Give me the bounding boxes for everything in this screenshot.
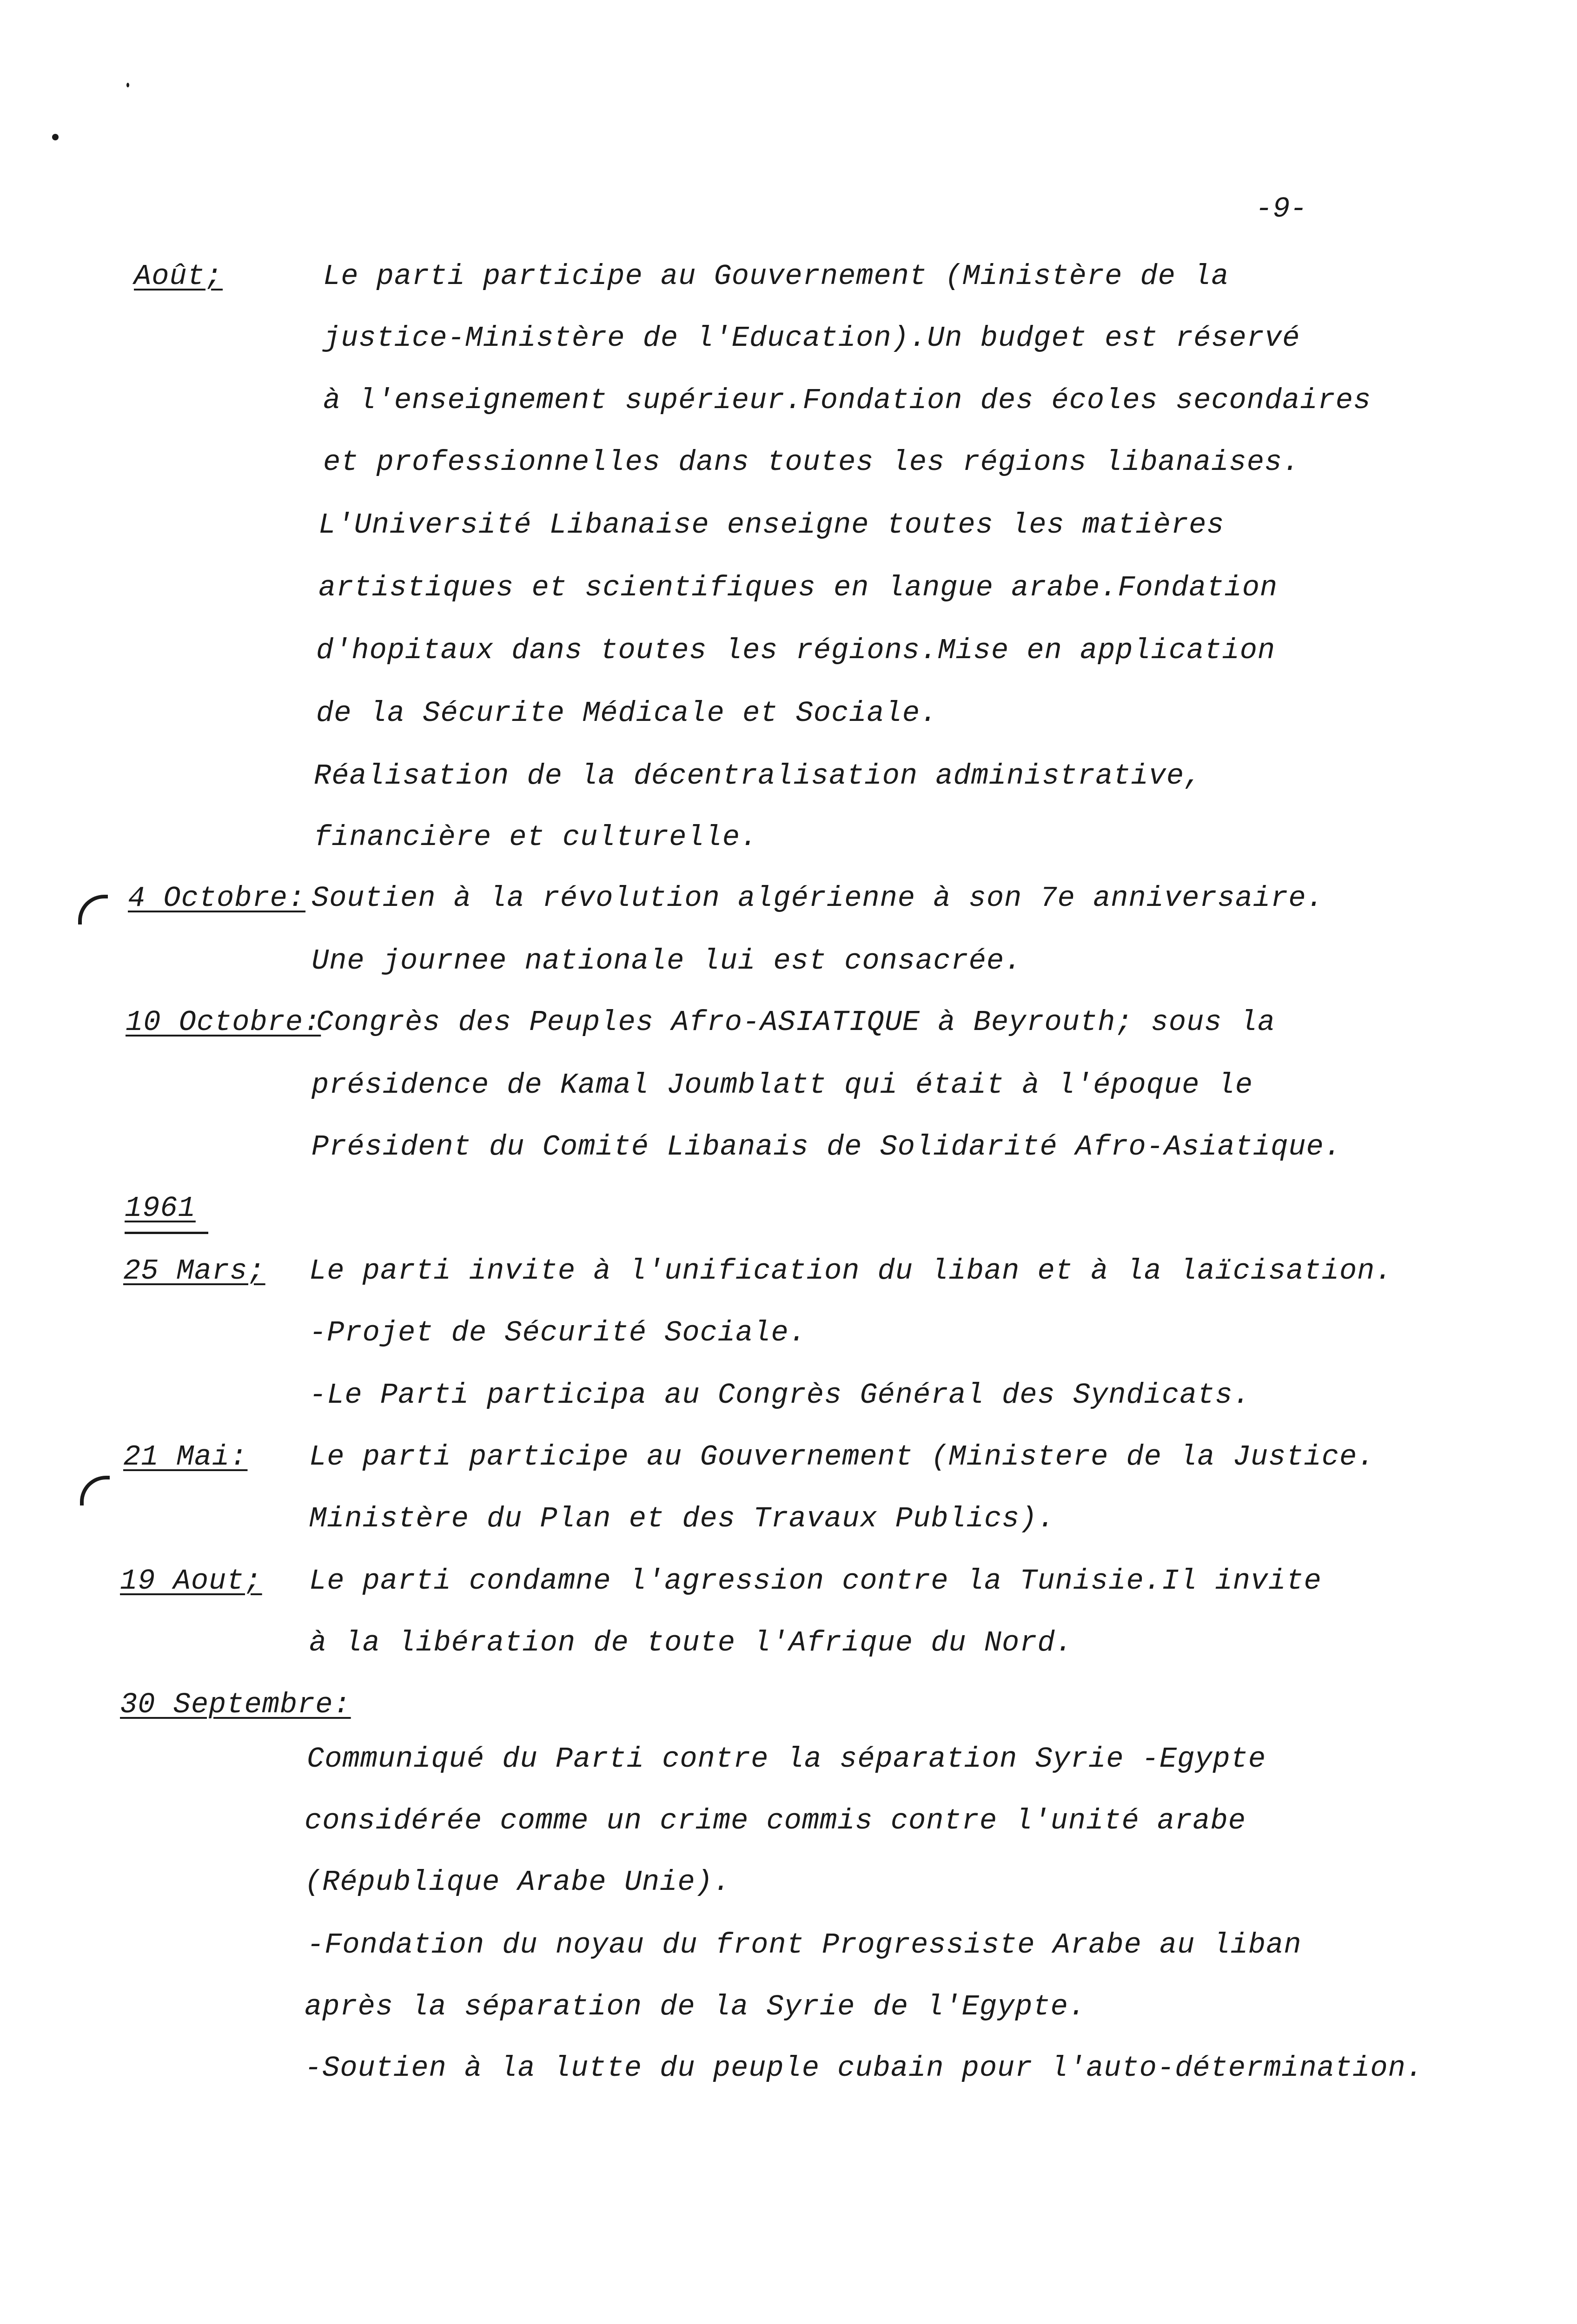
entry-text-line: -Fondation du noyau du front Progressiste Arabe au liban xyxy=(307,1928,1302,1961)
entry-text-line: à l'enseignement supérieur.Fondation des écoles secondaires xyxy=(323,384,1372,417)
entry-date: 30 Septembre: xyxy=(120,1688,351,1721)
scan-speck xyxy=(52,134,59,140)
entry-text-line: Soutien à la révolution algérienne à son 7e anniversaire. xyxy=(311,882,1324,915)
entry-text-line: après la séparation de la Syrie de l'Egypte. xyxy=(305,1990,1087,2023)
entry-text-line: Réalisation de la décentralisation administrative, xyxy=(314,759,1202,792)
entry-text-line: Président du Comité Libanais de Solidarité Afro-Asiatique. xyxy=(311,1130,1342,1163)
entry-text-line: -Projet de Sécurité Sociale. xyxy=(309,1316,807,1349)
entry-text-line: d'hopitaux dans toutes les régions.Mise en application xyxy=(316,634,1276,667)
entry-date: Août; xyxy=(134,260,223,293)
entry-text-line: (République Arabe Unie). xyxy=(305,1866,731,1899)
entry-date: 10 Octobre: xyxy=(126,1006,321,1039)
entry-text-line: Communiqué du Parti contre la séparation Syrie -Egypte xyxy=(307,1743,1266,1776)
entry-text-line: -Soutien à la lutte du peuple cubain pour l'auto-détermination. xyxy=(305,2052,1424,2085)
entry-text-line: artistiques et scientifiques en langue arabe.Fondation xyxy=(318,571,1278,604)
entry-text-line: Le parti invite à l'unification du liban et à la laïcisation. xyxy=(309,1254,1393,1287)
entry-text-line: présidence de Kamal Joumblatt qui était à l'époque le xyxy=(311,1069,1253,1102)
entry-text-line: financière et culturelle. xyxy=(314,821,758,854)
entry-text-line: et professionnelles dans toutes les régions libanaises. xyxy=(323,446,1300,479)
margin-bracket-mark xyxy=(78,895,108,924)
entry-text-line: Le parti participe au Gouvernement (Ministere de la Justice. xyxy=(309,1440,1375,1473)
entry-text-line: L'Université Libanaise enseigne toutes les matières xyxy=(318,508,1225,541)
entry-text-line: justice-Ministère de l'Education).Un budget est réservé xyxy=(323,322,1300,355)
entry-date: 21 Mai: xyxy=(123,1440,248,1473)
entry-text-line: -Le Parti participa au Congrès Général des Syndicats. xyxy=(309,1379,1251,1412)
entry-date: 4 Octobre: xyxy=(128,882,306,915)
scan-speck xyxy=(126,83,129,87)
entry-text-line: à la libération de toute l'Afrique du Nord. xyxy=(309,1626,1073,1659)
year-heading: 1961 xyxy=(125,1192,196,1225)
entry-text-line: Congrès des Peuples Afro-ASIATIQUE à Beyrouth; sous la xyxy=(316,1006,1276,1039)
margin-bracket-mark xyxy=(80,1476,110,1505)
entry-text-line: Une journee nationale lui est consacrée. xyxy=(311,944,1022,977)
entry-text-line: Ministère du Plan et des Travaux Publics). xyxy=(309,1502,1055,1535)
entry-text-line: Le parti participe au Gouvernement (Ministère de la xyxy=(323,260,1229,293)
entry-date: 19 Aout; xyxy=(120,1565,262,1598)
entry-date: 25 Mars; xyxy=(123,1254,265,1287)
entry-text-line: de la Sécurite Médicale et Sociale. xyxy=(316,697,938,730)
year-double-underline xyxy=(125,1232,208,1234)
entry-text-line: Le parti condamne l'agression contre la Tunisie.Il invite xyxy=(309,1565,1322,1598)
page-number: -9- xyxy=(1255,192,1307,225)
entry-text-line: considérée comme un crime commis contre l'unité arabe xyxy=(305,1804,1246,1837)
